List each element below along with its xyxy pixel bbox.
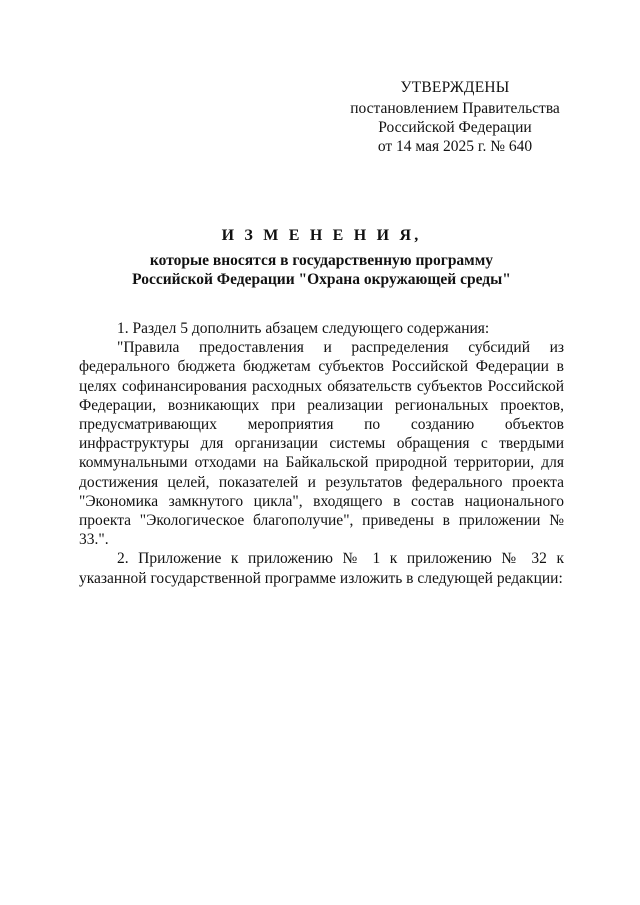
paragraph-rules-quote: "Правила предоставления и распределения субсидий из федерального бюджета бюджетам субъектов Российской Федерации в целях софинансирования расходных обязательств субъектов Российской Федерации, возникающих при реализации региональных проектов, предусматривающих мероприятия по созданию объектов инфраструктуры для организации системы обращения с твердыми коммунальными отходами на Байкальской природной территории, для достижения целей, показателей и результатов федерального проекта "Экономика замкнутого цикла", входящего в состав национального проекта "Экологическое благополучие", приведены в приложении № 33.". — [79, 339, 564, 549]
document-heading — [80, 226, 563, 289]
paragraph-item-1: 1. Раздел 5 дополнить абзацем следующего содержания: — [117, 320, 490, 337]
approval-stamp: УТВЕРЖДЕНЫ — [400, 79, 510, 96]
approval-block — [330, 78, 580, 156]
approval-line-resolution: постановлением Правительства — [350, 100, 560, 117]
document-subtitle-line-1: которые вносятся в государственную программу — [149, 252, 494, 269]
document-body — [79, 319, 564, 588]
document-subtitle-line-2: Российской Федерации "Охрана окружающей среды" — [132, 271, 511, 288]
document-title: И З М Е Н Е Н И Я, — [221, 227, 422, 244]
approval-line-date: от 14 мая 2025 г. № 640 — [377, 138, 533, 155]
approval-line-government: Российской Федерации — [378, 119, 532, 136]
paragraph-item-2: 2. Приложение к приложению № 1 к приложению № 32 к указанной государственной программе изложить в следующей редакции: — [79, 550, 564, 587]
